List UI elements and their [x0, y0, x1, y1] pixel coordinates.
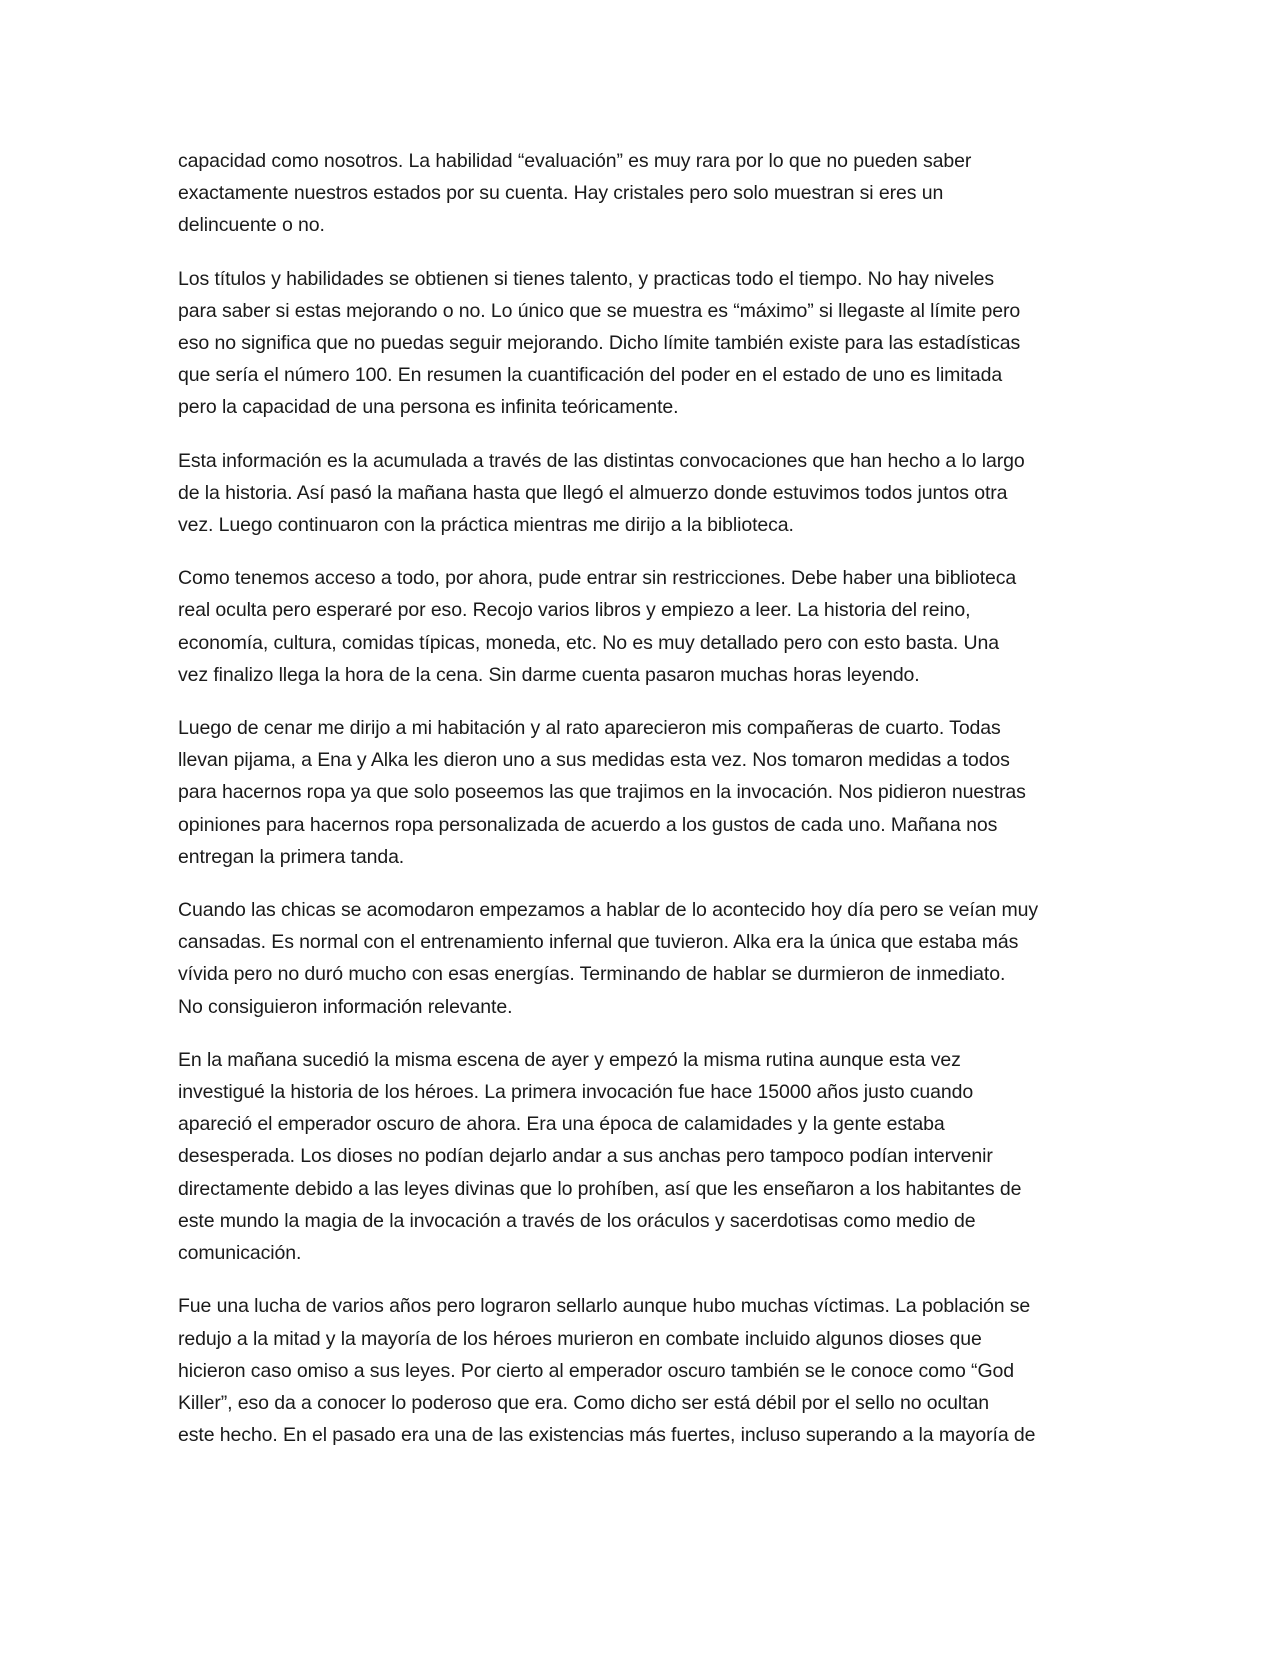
text-line: este mundo la magia de la invocación a través de los oráculos y sacerdotisas como medio de — [178, 1209, 976, 1232]
paragraph-7 — [178, 1044, 1110, 1269]
text-line: entregan la primera tanda. — [178, 845, 405, 868]
text-line: Luego de cenar me dirijo a mi habitación y al rato aparecieron mis compañeras de cuarto. Todas — [178, 717, 1001, 740]
text-line: comunicación. — [178, 1242, 302, 1265]
text-line: Esta información es la acumulada a través de las distintas convocaciones que han hecho a lo largo — [178, 449, 1025, 472]
text-line: para hacernos ropa ya que solo poseemos las que trajimos en la invocación. Nos pidieron nuestras — [178, 781, 1026, 804]
paragraph-4 — [178, 562, 1110, 691]
text-line: directamente debido a las leyes divinas que lo prohíben, así que les enseñaron a los habitantes de — [178, 1177, 1022, 1200]
text-line: Fue una lucha de varios años pero lograron sellarlo aunque hubo muchas víctimas. La población se — [178, 1295, 1031, 1318]
text-line: que sería el número 100. En resumen la cuantificación del poder en el estado de uno es limitada — [178, 364, 1003, 387]
text-line: investigué la historia de los héroes. La primera invocación fue hace 15000 años justo cuando — [178, 1081, 974, 1104]
paragraph-1 — [178, 145, 1110, 242]
text-line: Killer”, eso da a conocer lo poderoso que era. Como dicho ser está débil por el sello no ocultan — [178, 1391, 989, 1414]
text-line: opiniones para hacernos ropa personalizada de acuerdo a los gustos de cada uno. Mañana nos — [178, 813, 998, 836]
text-line: pero la capacidad de una persona es infinita teóricamente. — [178, 396, 679, 419]
text-line: real oculta pero esperaré por eso. Recojo varios libros y empiezo a leer. La historia del reino, — [178, 599, 971, 622]
paragraph-5 — [178, 712, 1110, 873]
text-line: de la historia. Así pasó la mañana hasta que llegó el almuerzo donde estuvimos todos juntos otra — [178, 481, 1008, 504]
text-line: capacidad como nosotros. La habilidad “evaluación” es muy rara por lo que no pueden saber — [178, 150, 972, 172]
text-line: exactamente nuestros estados por su cuenta. Hay cristales pero solo muestran si eres un — [178, 182, 944, 205]
body-text — [178, 145, 1110, 1472]
text-line: redujo a la mitad y la mayoría de los héroes murieron en combate incluido algunos dioses que — [178, 1327, 982, 1350]
text-line: este hecho. En el pasado era una de las existencias más fuertes, incluso superando a la mayoría de — [178, 1424, 1036, 1447]
text-line: Los títulos y habilidades se obtienen si tienes talento, y practicas todo el tiempo. No hay niveles — [178, 267, 995, 290]
paragraph-3 — [178, 445, 1110, 542]
paragraph-2 — [178, 263, 1110, 424]
text-line: Cuando las chicas se acomodaron empezamos a hablar de lo acontecido hoy día pero se veían muy — [178, 899, 1039, 922]
text-line: desesperada. Los dioses no podían dejarlo andar a sus anchas pero tampoco podían intervenir — [178, 1145, 993, 1168]
text-line: delincuente o no. — [178, 214, 325, 237]
text-line: vívida pero no duró mucho con esas energías. Terminando de hablar se durmieron de inmediato. — [178, 963, 1006, 986]
text-line: llevan pijama, a Ena y Alka les dieron uno a sus medidas esta vez. Nos tomaron medidas a todos — [178, 749, 1010, 772]
paragraph-8 — [178, 1290, 1110, 1451]
text-line: cansadas. Es normal con el entrenamiento infernal que tuvieron. Alka era la única que estaba más — [178, 931, 1019, 954]
text-line: Como tenemos acceso a todo, por ahora, pude entrar sin restricciones. Debe haber una biblioteca — [178, 567, 1017, 590]
text-line: apareció el emperador oscuro de ahora. Era una época de calamidades y la gente estaba — [178, 1113, 945, 1136]
text-line: eso no significa que no puedas seguir mejorando. Dicho límite también existe para las estadísticas — [178, 332, 1021, 355]
text-line: economía, cultura, comidas típicas, moneda, etc. No es muy detallado pero con esto basta. Una — [178, 631, 999, 654]
text-line: En la mañana sucedió la misma escena de ayer y empezó la misma rutina aunque esta vez — [178, 1048, 961, 1071]
text-line: hicieron caso omiso a sus leyes. Por cierto al emperador oscuro también se le conoce como “God — [178, 1359, 1015, 1382]
paragraph-6 — [178, 894, 1110, 1023]
text-line: vez finalizo llega la hora de la cena. Sin darme cuenta pasaron muchas horas leyendo. — [178, 663, 920, 686]
text-line: vez. Luego continuaron con la práctica mientras me dirijo a la biblioteca. — [178, 514, 794, 537]
text-line: para saber si estas mejorando o no. Lo único que se muestra es “máximo” si llegaste al límite pero — [178, 299, 1021, 322]
text-line: No consiguieron información relevante. — [178, 995, 513, 1018]
